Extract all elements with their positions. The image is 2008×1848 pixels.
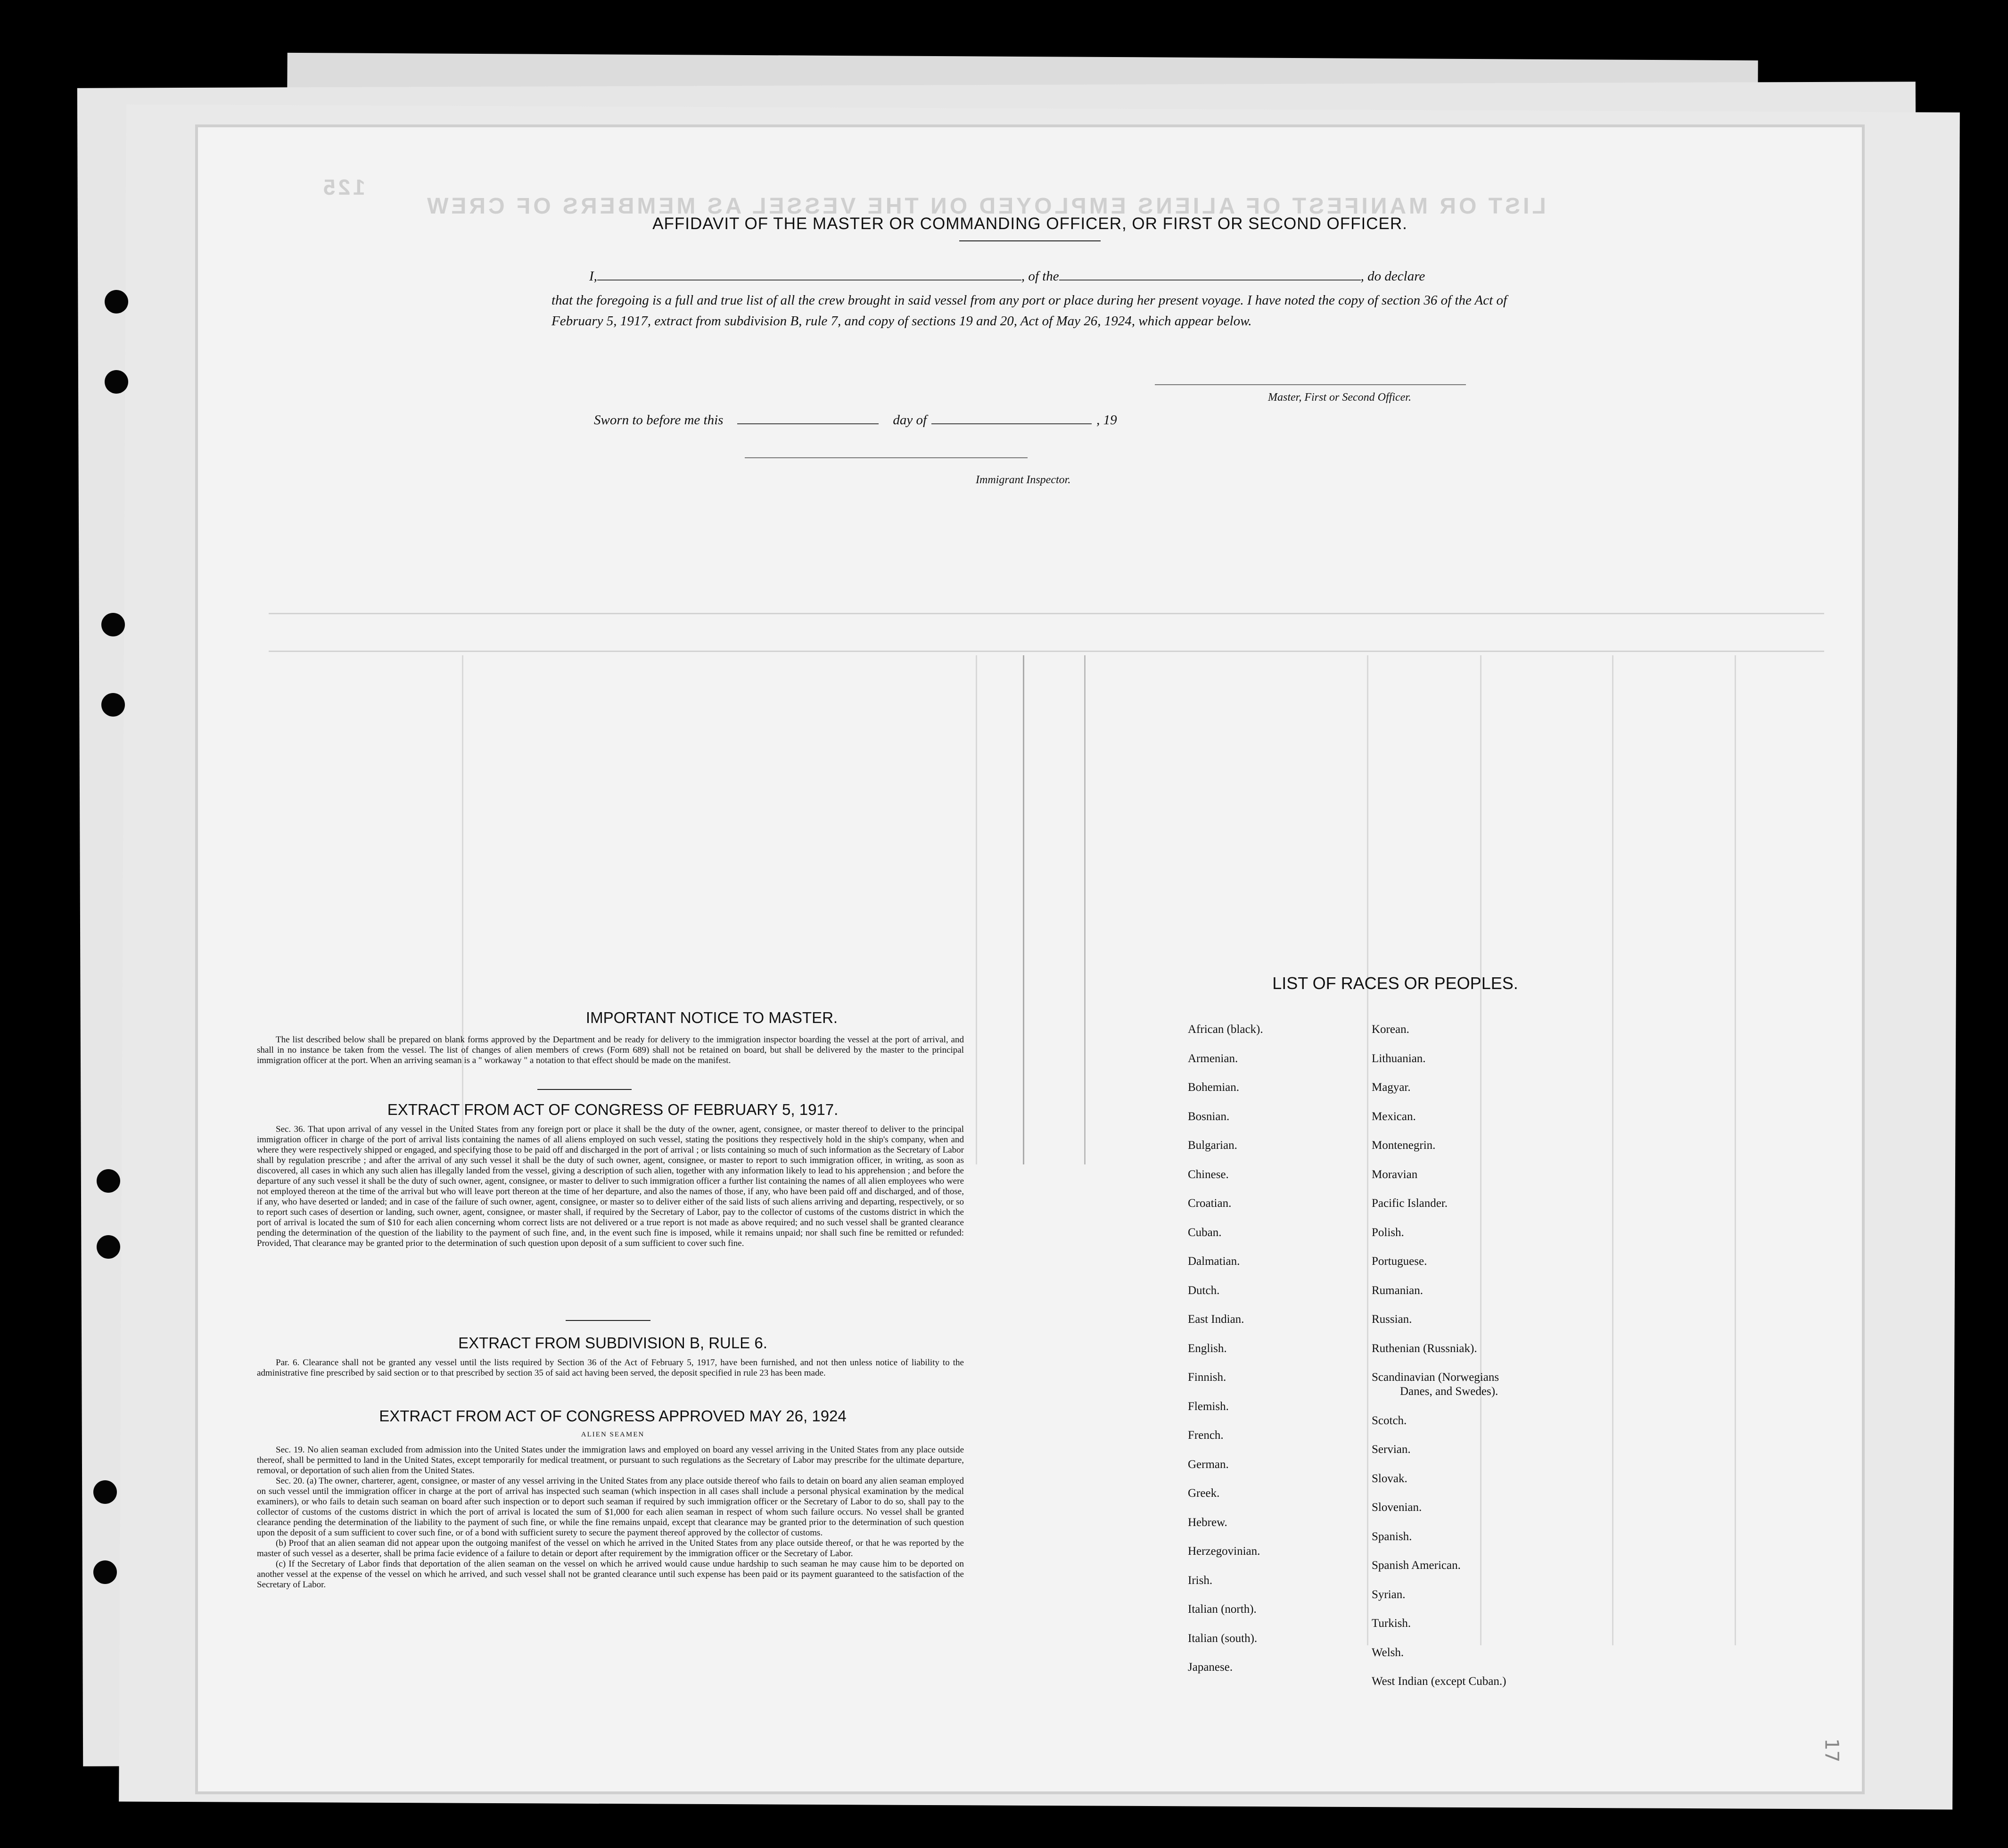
bleed-through-rule [269, 613, 1824, 614]
race-item: Pacific Islander. [1372, 1197, 1448, 1210]
declaration-i: I, [589, 269, 597, 284]
race-item: Polish. [1372, 1226, 1404, 1239]
sworn-line [594, 412, 1117, 428]
race-item: Spanish American. [1372, 1559, 1461, 1572]
race-item: African (black). [1188, 1023, 1263, 1036]
race-item: Japanese. [1188, 1661, 1233, 1674]
race-item: Danes, and Swedes). [1400, 1385, 1498, 1398]
punch-hole [93, 1480, 117, 1504]
section-rule [537, 1089, 632, 1090]
race-item: Servian. [1372, 1443, 1411, 1456]
bleed-through-column [1480, 655, 1481, 1645]
extract-1924-sec20c: (c) If the Secretary of Labor finds that deportation of the alien seaman on the vessel on which he arrived would cause undue hardship to such seaman he may cause him to be deported on another vessel at the expense of the vessel on which he arrived, and such vessel shall not be granted clearance until such expense has been paid or its payment guaranteed to the satisfaction of the Secretary of Labor. [257, 1559, 964, 1590]
punch-hole [93, 1560, 117, 1584]
race-item: West Indian (except Cuban.) [1372, 1675, 1506, 1688]
extract-1924-title: EXTRACT FROM ACT OF CONGRESS APPROVED MAY 26, 1924 [379, 1407, 847, 1425]
bleed-through-column [976, 655, 977, 1164]
race-item: Cuban. [1188, 1226, 1222, 1239]
declaration-body: that the foregoing is a full and true list of all the crew brought in said vessel from any port or place during her present voyage. I have noted the copy of section 36 of the Act of February 5, 1917, extract from subdivision B, rule 7, and copy of sections 19 and 20, Act of May 26, 1924, which appear below. [551, 293, 1507, 329]
race-item: Italian (south). [1188, 1632, 1258, 1645]
section-rule [566, 1320, 650, 1321]
race-item: Armenian. [1188, 1052, 1238, 1065]
bleed-through-column [1735, 655, 1736, 1645]
race-item: Herzegovinian. [1188, 1545, 1260, 1558]
race-item: French. [1188, 1429, 1224, 1442]
race-item: Portuguese. [1372, 1255, 1427, 1268]
extract-1924-text [257, 1445, 964, 1590]
race-item: Welsh. [1372, 1646, 1404, 1659]
race-item: Scandinavian (Norwegians [1372, 1371, 1499, 1384]
race-item: Italian (north). [1188, 1603, 1257, 1616]
race-item: Lithuanian. [1372, 1052, 1426, 1065]
extract-1917-text [257, 1124, 964, 1249]
race-item: Croatian. [1188, 1197, 1232, 1210]
extract-1924-sec20a: Sec. 20. (a) The owner, charterer, agent, consignee, or master of any vessel arriving in the United States from any place outside thereof who fails to detain on board any alien seaman employed on such vessel until the immigration officer in charge at the port of arrival has inspected such seaman (which inspection in all cases shall include a personal physical examination by the medical examiners), or who fails to detain such seaman on board after such inspection or to deport such seaman if required by such immigration officer or the Secretary of Labor to do so, shall pay to the collector of customs of the customs district in which the port of arrival is located the sum of $1,000 for each alien seaman in respect of whom such failure occurs. No vessel shall be granted clearance pending the determination of the liability to the payment of such fine, or while the fine remains unpaid, except that clearance may be granted prior to the determination of such question upon the deposit of a sum sufficient to cover such fine, or of a bond with sufficient surety to secure the payment thereof approved by the collector of customs. [257, 1476, 964, 1538]
extract-1924-subtitle: ALIEN SEAMEN [581, 1431, 645, 1438]
extract-1917-title: EXTRACT FROM ACT OF CONGRESS OF FEBRUARY 5, 1917. [387, 1101, 839, 1118]
race-item: Bosnian. [1188, 1110, 1230, 1123]
extract-1924-sec20b: (b) Proof that an alien seaman did not appear upon the outgoing manifest of the vessel on which he arrived in the United States from any place outside thereof, or that he was reported by the master of such vessel as a deserter, shall be prima facie evidence of a failure to detain or deport after requirement by the immigration officer or the Secretary of Labor. [257, 1538, 964, 1559]
bleed-through-column [1367, 655, 1368, 1645]
race-item: Spanish. [1372, 1530, 1412, 1543]
punch-hole [105, 290, 128, 314]
race-item: Finnish. [1188, 1371, 1226, 1384]
bleed-through-title: LIST OR MANIFEST OF ALIENS EMPLOYED ON THE VESSEL AS MEMBERS OF CREW [424, 194, 1546, 219]
inspector-line [745, 457, 1028, 458]
race-item: Magyar. [1372, 1081, 1411, 1094]
race-item: Flemish. [1188, 1400, 1229, 1413]
title-rule [959, 240, 1101, 241]
extract-rule6-text [257, 1358, 964, 1378]
race-item: Irish. [1188, 1574, 1213, 1587]
race-item: Mexican. [1372, 1110, 1416, 1123]
margin-mark: 17 [1820, 1738, 1843, 1763]
race-item: Slovak. [1372, 1472, 1407, 1485]
extract-rule6-paragraph: Par. 6. Clearance shall not be granted any vessel until the lists required by Section 36 of the Act of February 5, 1917, have been furnished, and not then unless notice of liability to the administrative fine prescribed by said section or to that prescribed by section 35 of said act having been served, the deposit specified in rule 23 has been made. [257, 1358, 964, 1378]
signature-line [1155, 384, 1466, 385]
signature-label: Master, First or Second Officer. [1268, 391, 1411, 404]
bleed-through-column [462, 655, 463, 1164]
extract-1917-paragraph: Sec. 36. That upon arrival of any vessel in the United States from any foreign port or place it shall be the duty of the owner, agent, consignee, or master thereof to deliver to the principal immigration officer in charge of the port of arrival lists containing the names of all aliens employed on such vessel, stating the positions they respectively hold in the ship's company, when and where they were respectively shipped or engaged, and specifying those to be paid off and discharged in the port of arrival ; or lists containing so much of such information as the Secretary of Labor shall by regulation prescribe ; and after the arrival of any such vessel it shall be the duty of such owner, agent, consignee, or master to report to such immigration officer, in writing, as soon as discovered, all cases in which any such alien has illegally landed from the vessel, giving a description of such alien, together with any information likely to lead to his apprehension ; and before the departure of any such vessel it shall be the duty of such owner, agent, consignee, or master to deliver to such immigration officer a further list containing the names of all alien employees who were not employed thereon at the time of the arrival but who will leave port thereon at the time of her departure, and also the names of those, if any, who have been paid off and discharged, and of those, if any, who have deserted or landed; and in case of the failure of such owner, agent, consignee, or master so to deliver either of the said lists of such aliens arriving and departing, respectively, or so to report such cases of desertion or landing, such owner, agent, consignee, or master shall, if required by the Secretary of Labor, pay to the collector of customs of the customs district in which the port of arrival is located the sum of $10 for each alien concerning whom correct lists are not delivered or a true report is not made as above required; and no such vessel shall be granted clearance pending the determination of the question of the liability to the payment of such fine, and, in the event such fine is imposed, while it remains unpaid; nor shall such fine be remitted or refunded: Provided, That clearance may be granted prior to the determination of such question upon deposit of a sum sufficient to cover such fine. [257, 1124, 964, 1248]
race-item: Montenegrin. [1372, 1139, 1436, 1152]
sworn-text: Sworn to before me this [594, 412, 724, 428]
extract-rule6-title: EXTRACT FROM SUBDIVISION B, RULE 6. [458, 1334, 767, 1352]
inspector-label: Immigrant Inspector. [976, 474, 1071, 486]
declaration-line [589, 269, 1425, 284]
race-item: Dalmatian. [1188, 1255, 1240, 1268]
affidavit-title: AFFIDAVIT OF THE MASTER OR COMMANDING OFFICER, OR FIRST OR SECOND OFFICER. [652, 214, 1407, 233]
month-blank [931, 423, 1092, 424]
race-item: Slovenian. [1372, 1501, 1422, 1514]
race-item: Hebrew. [1188, 1516, 1227, 1529]
race-item: Korean. [1372, 1023, 1409, 1036]
race-item: Bohemian. [1188, 1081, 1240, 1094]
race-item: Bulgarian. [1188, 1139, 1237, 1152]
day-blank [737, 423, 879, 424]
races-title: LIST OF RACES OR PEOPLES. [1272, 974, 1518, 993]
extract-1924-sec19: Sec. 19. No alien seaman excluded from admission into the United States under the immigration laws and employed on board any vessel arriving in the United States from any place outside thereof, shall be permitted to land in the United States, except temporarily for medical treatment, or pursuant to such regulations as the Secretary of Labor may prescribe for the ultimate departure, removal, or deportation of such alien from the United States. [257, 1445, 964, 1476]
race-item: Greek. [1188, 1487, 1220, 1500]
race-item: East Indian. [1188, 1313, 1244, 1326]
document-page [198, 127, 1862, 1791]
race-item: Ruthenian (Russniak). [1372, 1342, 1477, 1355]
declaration-of-the: , of the [1021, 269, 1059, 284]
notice-paragraph: The list described below shall be prepared on blank forms approved by the Department and be ready for delivery to the immigration inspector boarding the vessel at the port of arrival, and shall in no instance be taken from the vessel. The list of changes of alien members of crews (Form 689) shall not be retained on board, but shall be delivered by the master to the principal immigration officer at the port. When an arriving seaman is a " workaway " a notation to that effect should be made on the manifest. [257, 1035, 964, 1065]
race-item: English. [1188, 1342, 1227, 1355]
bleed-through-column [1612, 655, 1613, 1645]
day-of-text: day of [893, 412, 927, 428]
bleed-through-rule [269, 651, 1824, 652]
race-item: Syrian. [1372, 1588, 1406, 1601]
notice-text [257, 1035, 964, 1066]
race-item: German. [1188, 1458, 1229, 1471]
declaration-declare: , do declare [1360, 269, 1425, 284]
race-item: Rumanian. [1372, 1284, 1424, 1297]
punch-hole [101, 693, 125, 717]
punch-hole [97, 1235, 120, 1259]
race-item: Scotch. [1372, 1414, 1407, 1427]
race-item: Chinese. [1188, 1168, 1229, 1181]
bleed-through-page-number: 125 [321, 175, 365, 199]
race-item: Russian. [1372, 1313, 1412, 1326]
notice-title: IMPORTANT NOTICE TO MASTER. [585, 1009, 838, 1026]
punch-hole [97, 1169, 120, 1193]
punch-hole [101, 613, 125, 636]
race-item: Dutch. [1188, 1284, 1220, 1297]
punch-hole [105, 370, 128, 394]
race-item: Turkish. [1372, 1617, 1411, 1630]
bleed-through-column [1084, 655, 1086, 1164]
race-item: Moravian [1372, 1168, 1418, 1181]
bleed-through-column [1023, 655, 1024, 1164]
year-text: , 19 [1096, 412, 1117, 428]
